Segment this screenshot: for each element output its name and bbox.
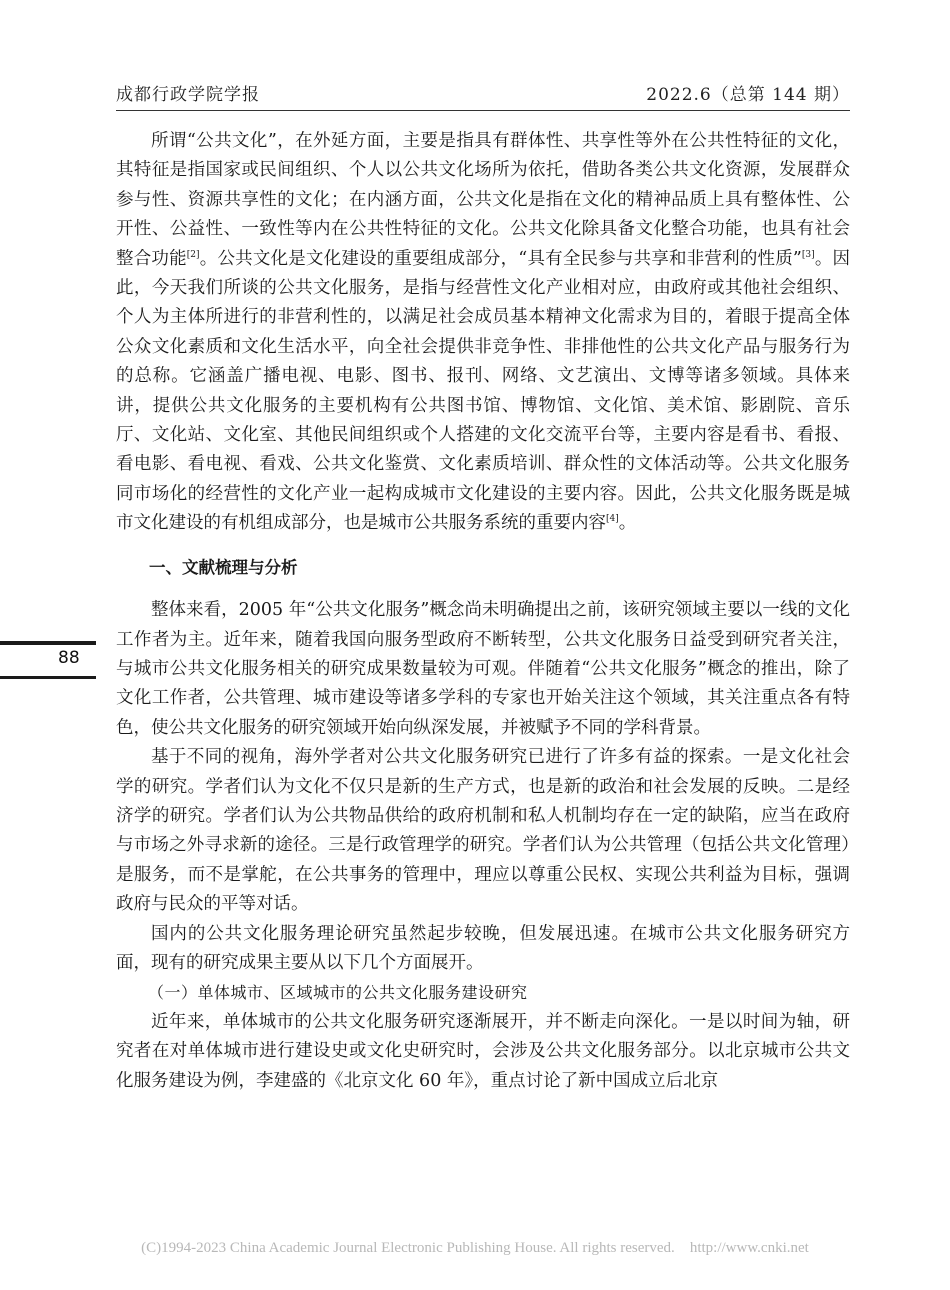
page-number-tab [0, 641, 96, 679]
page-number: 88 [58, 648, 80, 668]
paragraph-text: 所谓“公共文化”，在外延方面，主要是指具有群体性、共享性等外在公共性特征的文化，其特征是指国家或民间组织、个人以公共文化场所为依托，借助各类公共文化资源，发展群众参与性、资源共享性的文化；在内涵方面，公共文化是指在文化的精神品质上具有整体性、公开性、公益性、一致性等内在公共性特征的文化。公共文化除具备文化整合功能，也具有社会整合功能 [116, 131, 850, 269]
page-tab-bottom-rule [0, 676, 96, 679]
paragraph-text: 。公共文化是文化建设的重要组成部分，“具有全民参与共享和非营利的性质” [199, 248, 802, 269]
citation-3: [3] [801, 249, 815, 260]
paragraph: 整体来看，2005 年“公共文化服务”概念尚未明确提出之前，该研究领域主要以一线的文化工作者为主。近年来，随着我国向服务型政府不断转型，公共文化服务日益受到研究者关注，与城市公共文化服务相关的研究成果数量较为可观。伴随着“公共文化服务”概念的推出，除了文化工作者，公共管理、城市建设等诸多学科的专家也开始关注这个领域，其关注重点各有特色，使公共文化服务的研究领域开始向纵深发展，并被赋予不同的学科背景。 [116, 600, 850, 738]
paragraph-text: 。因此，今天我们所谈的公共文化服务，是指与经营性文化产业相对应，由政府或其他社会组织、个人为主体所进行的非营利性的，以满足社会成员基本精神文化需求为目的，着眼于提高全体公众文化素质和文化生活水平，向全社会提供非竞争性、非排他性的公共文化产品与服务行为的总称。它涵盖广播电视、电影、图书、报刊、网络、文艺演出、文博等诸多领域。具体来讲，提供公共文化服务的主要机构有公共图书馆、博物馆、文化馆、美术馆、影剧院、音乐厅、文化站、文化室、其他民间组织或个人搭建的文化交流平台等，主要内容是看书、看报、看电影、看电视、看戏、公共文化鉴赏、文化素质培训、群众性的文体活动等。公共文化服务同市场化的经营性的文化产业一起构成城市文化建设的主要内容。因此，公共文化服务既是城市文化建设的有机组成部分，也是城市公共服务系统的重要内容 [116, 248, 851, 534]
citation-2: [2] [186, 249, 200, 260]
issue-number: 2022.6（总第 144 期） [646, 85, 850, 105]
paragraph: 基于不同的视角，海外学者对公共文化服务研究已进行了许多有益的探索。一是文化社会学的研究。学者们认为文化不仅只是新的生产方式，也是新的政治和社会发展的反映。二是经济学的研究。学者们认为公共物品供给的政府机制和私人机制均存在一定的缺陷，应当在政府与市场之外寻求新的途径。三是行政管理学的研究。学者们认为公共管理（包括公共文化管理）是服务，而不是掌舵，在公共事务的管理中，理应以尊重公民权、实现公共利益为目标，强调政府与民众的平等对话。 [116, 747, 850, 915]
site-url: http://www.cnki.net [689, 1240, 809, 1256]
subsection-heading: （一）单体城市、区域城市的公共文化服务建设研究 [148, 983, 528, 1003]
copyright-text: (C)1994-2023 China Academic Journal Electronic Publishing House. All rights reserved. [141, 1240, 675, 1256]
journal-title: 成都行政学院学报 [116, 85, 260, 105]
section-heading: 一、文献梳理与分析 [149, 557, 298, 577]
header-divider [116, 110, 850, 111]
page-tab-top-rule [0, 641, 96, 645]
copyright-watermark [0, 1240, 950, 1257]
citation-4: [4] [606, 514, 619, 525]
running-header [116, 80, 850, 104]
paragraph: 国内的公共文化服务理论研究虽然起步较晚，但发展迅速。在城市公共文化服务研究方面，现有的研究成果主要从以下几个方面展开。 [116, 923, 850, 973]
article-body [116, 127, 850, 1096]
paragraph-public-culture-definition [116, 127, 850, 539]
paragraph: 近年来，单体城市的公共文化服务研究逐渐展开，并不断走向深化。一是以时间为轴，研究者在对单体城市进行建设史或文化史研究时，会涉及公共文化服务部分。以北京城市公共文化服务建设为例，李建盛的《北京文化 60 年》，重点讨论了新中国成立后北京 [116, 1011, 850, 1091]
paragraph-text: 。 [618, 513, 637, 534]
